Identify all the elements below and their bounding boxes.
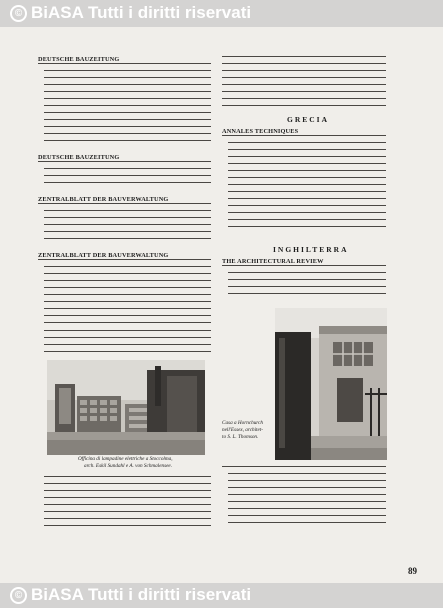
factory-image [47, 360, 205, 455]
caption-house-line3: to S. L. Thomson. [222, 434, 259, 440]
body-text-lines [44, 210, 211, 245]
section-inghilterra: INGHILTERRA [273, 245, 349, 254]
body-text-lines [38, 161, 211, 167]
heading-zentralblatt-2: ZENTRALBLATT DER BAUVERWALTUNG [38, 252, 169, 259]
heading-deutsche-bauzeitung-2: DEUTSCHE BAUZEITUNG [38, 154, 120, 161]
copyright-icon: © [10, 5, 27, 22]
body-text-lines [38, 203, 211, 209]
body-text-lines [222, 265, 386, 271]
body-text-lines [228, 142, 386, 233]
section-grecia: GRECIA [287, 115, 330, 124]
body-text-lines [44, 266, 211, 329]
body-text-lines [44, 70, 211, 146]
copyright-icon: © [10, 587, 27, 604]
caption-house-line2: nell'Essex, architet- [222, 427, 263, 433]
house-photo [275, 308, 387, 460]
body-text-lines [228, 473, 386, 523]
caption-house-line1: Casa a Hornchurch [222, 420, 264, 426]
watermark-bottom [10, 585, 251, 605]
watermark-text: BiASA Tutti i diritti riservati [31, 3, 252, 22]
heading-zentralblatt-1: ZENTRALBLATT DER BAUVERWALTUNG [38, 196, 169, 203]
body-text-lines [44, 476, 211, 526]
heading-deutsche-bauzeitung-1: DEUTSCHE BAUZEITUNG [38, 56, 120, 63]
body-text-lines [44, 168, 211, 189]
body-text-lines [222, 466, 386, 472]
body-text-lines [44, 330, 211, 352]
page-number: 89 [408, 566, 417, 576]
body-text-lines [38, 63, 211, 69]
heading-annales-techniques: ANNALES TECHNIQUES [222, 128, 299, 135]
caption-factory-line1: Officina di lampadine elettriche a Stoccolma, [78, 456, 173, 462]
body-text-lines [222, 135, 386, 141]
body-text-lines [38, 259, 211, 265]
body-text-lines [222, 56, 386, 106]
heading-architectural-review: THE ARCHITECTURAL REVIEW [222, 258, 324, 265]
watermark-top [10, 3, 251, 23]
body-text-lines [228, 272, 386, 299]
watermark-text: BiASA Tutti i diritti riservati [31, 585, 252, 604]
caption-factory-line2: arch. Eskil Sundahl e A. von Schmalensee. [84, 463, 173, 469]
house-image [275, 308, 387, 460]
factory-photo [47, 360, 205, 455]
